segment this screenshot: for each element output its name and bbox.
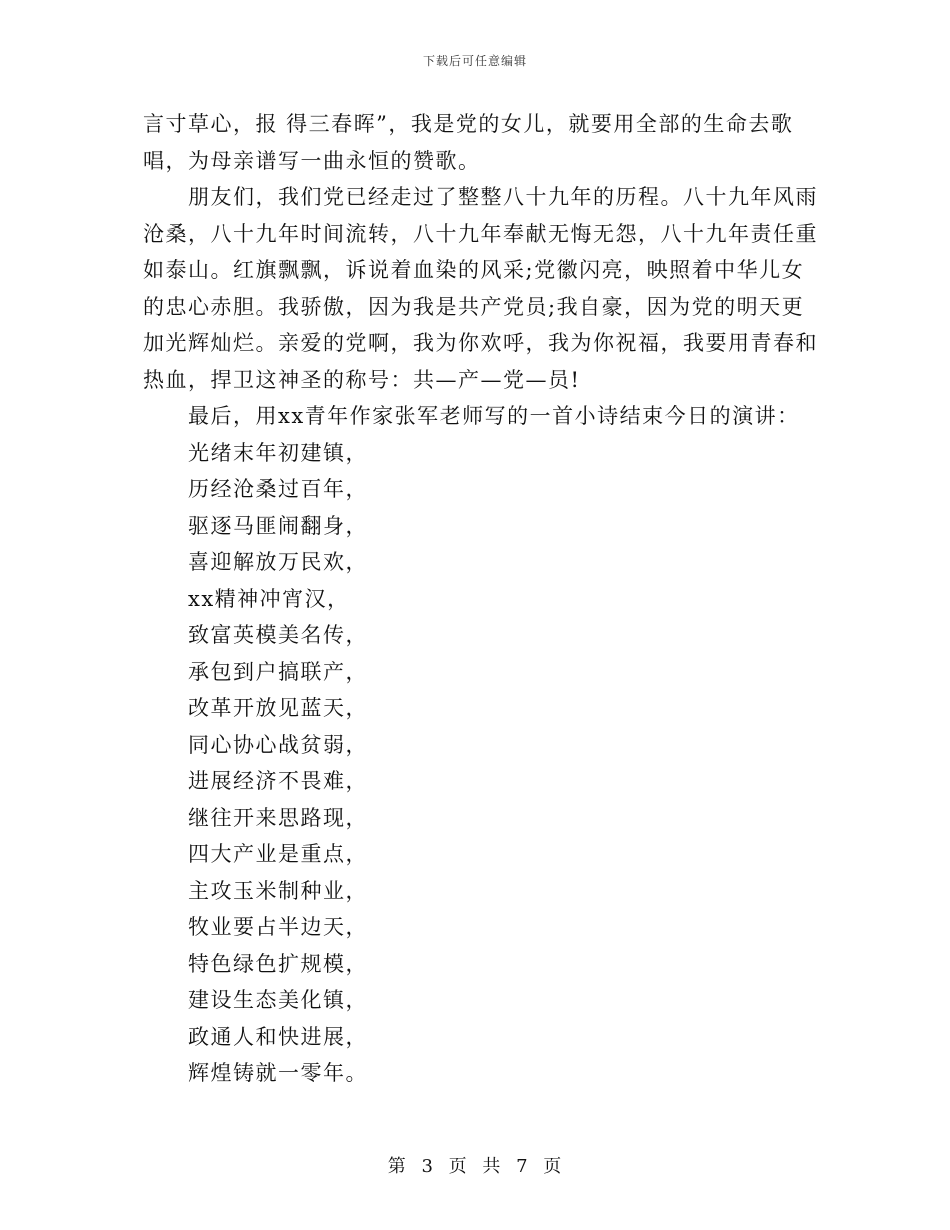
- poem-line: 承包到户搞联产，: [188, 659, 368, 684]
- paragraph-1: 言寸草心，报 得三春晖”，我是党的女儿，就要用全部的生命去歌唱，为母亲谱写一曲永恒的赞歌。: [143, 112, 794, 173]
- poem-line: 四大产业是重点，: [188, 842, 368, 866]
- poem-line: 驱逐马匪闹翻身，: [188, 513, 368, 538]
- poem-line: 光绪末年初建镇，: [188, 440, 368, 465]
- poem-line: 进展经济不畏难，: [188, 769, 368, 793]
- poem-line: 继往开来思路现，: [188, 805, 368, 830]
- poem: [143, 435, 823, 1092]
- poem-line: 历经沧桑过百年，: [188, 477, 368, 501]
- poem-line: 政通人和快进展，: [188, 1024, 368, 1049]
- poem-line: 改革开放见蓝天，: [188, 696, 368, 720]
- poem-line: 同心协心战贫弱，: [188, 732, 368, 757]
- poem-line: 牧业要占半边天，: [188, 915, 368, 939]
- poem-line: 主攻玉米制种业，: [188, 878, 368, 903]
- poem-line: 特色绿色扩规模，: [188, 951, 368, 976]
- page-footer: 第 3 页 共 7 页: [387, 1156, 563, 1177]
- document-body: [143, 106, 823, 1092]
- poem-line: 喜迎解放万民欢，: [188, 550, 368, 574]
- paragraph-2: 朋友们，我们党已经走过了整整八十九年的历程。八十九年风雨沧桑，八十九年时间流转，八十九年奉献无悔无怨，八十九年责任重如泰山。红旗飘飘，诉说着血染的风采;党徽闪亮，映照着中华儿女的忠心赤胆。我骄傲，因为我是共产党员;我自豪，因为党的明天更加光辉灿烂。亲爱的党啊，我为你欢呼，我为你祝福，我要用青春和热血，捍卫这神圣的称号：共—产—党—员!: [143, 185, 818, 392]
- poem-line: 建设生态美化镇，: [188, 988, 368, 1012]
- poem-line: xx精神冲宵汉，: [188, 586, 350, 611]
- page-header: 下载后可任意编辑: [422, 54, 527, 68]
- poem-line: 致富英模美名传，: [188, 623, 368, 647]
- poem-line: 辉煌铸就一零年。: [188, 1061, 368, 1085]
- paragraph-3: 最后，用xx青年作家张军老师写的一首小诗结束今日的演讲：: [188, 404, 800, 428]
